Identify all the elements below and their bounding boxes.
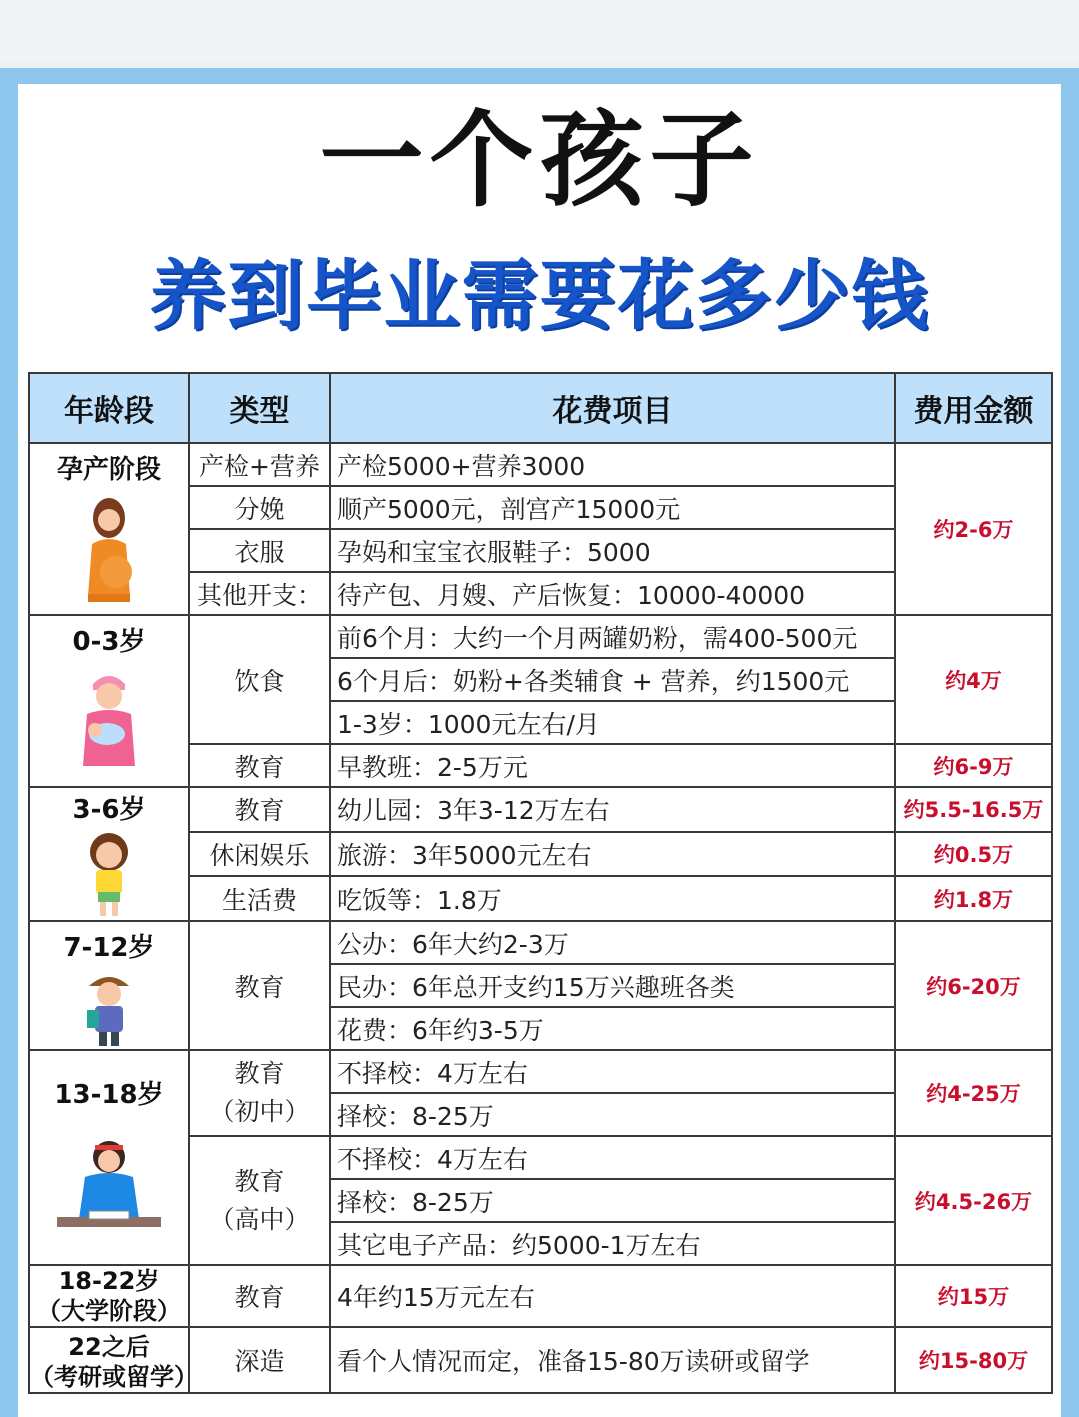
age-cell-22-plus xyxy=(29,1327,198,1393)
type-cell-senior xyxy=(189,1136,330,1265)
age-label: 孕产阶段 xyxy=(56,455,161,485)
type-cell: 分娩 xyxy=(189,486,330,529)
type-sublabel: （初中） xyxy=(209,1097,310,1126)
type-cell: 休闲娱乐 xyxy=(189,832,330,877)
age-label: 3-6岁 xyxy=(72,795,146,825)
item-cell: 早教班：2-5万元 xyxy=(330,744,895,787)
type-cell: 深造 xyxy=(189,1327,330,1393)
type-cell: 教育 xyxy=(189,744,330,787)
type-cell: 生活费 xyxy=(189,876,330,921)
cost-table xyxy=(28,372,1053,1394)
item-cell: 顺产5000元，剖宫产15000元 xyxy=(330,486,895,529)
type-label: 教育 xyxy=(234,1166,285,1196)
item-cell: 择校：8-25万 xyxy=(330,1179,895,1222)
item-cell: 幼儿园：3年3-12万左右 xyxy=(330,787,895,832)
fee-cell: 约15万 xyxy=(895,1265,1052,1327)
little-girl-icon xyxy=(74,830,144,920)
item-cell: 花费：6年约3-5万 xyxy=(330,1007,895,1050)
age-cell-pregnancy xyxy=(29,443,189,615)
pregnant-woman-icon xyxy=(74,496,144,606)
item-cell: 4年约15万元左右 xyxy=(330,1265,895,1327)
header-item: 花费项目 xyxy=(330,373,895,443)
item-cell: 不择校：4万左右 xyxy=(330,1050,895,1093)
fee-cell: 约6-9万 xyxy=(895,744,1052,787)
item-cell: 前6个月：大约一个月两罐奶粉，需400-500元 xyxy=(330,615,895,658)
fee-cell: 约15-80万 xyxy=(895,1327,1052,1393)
schoolboy-icon xyxy=(79,968,139,1048)
type-cell: 其他开支： xyxy=(189,572,330,615)
fee-cell: 约6-20万 xyxy=(895,921,1052,1050)
item-cell: 看个人情况而定，准备15-80万读研或留学 xyxy=(330,1327,895,1393)
title-line-1: 一个孩子 xyxy=(319,99,760,221)
table-row xyxy=(29,921,1052,964)
title-line-2: 养到毕业需要花多少钱 xyxy=(149,251,930,340)
type-label: 教育 xyxy=(234,1059,285,1088)
type-cell: 教育 xyxy=(189,921,330,1050)
item-cell: 不择校：4万左右 xyxy=(330,1136,895,1179)
type-cell: 衣服 xyxy=(189,529,330,572)
fee-cell: 约2-6万 xyxy=(895,443,1052,615)
age-label: 22之后 xyxy=(68,1333,150,1361)
type-cell: 产检+营养 xyxy=(189,443,330,486)
student-desk-icon xyxy=(49,1137,169,1237)
item-cell: 6个月后：奶粉+各类辅食 + 营养，约1500元 xyxy=(330,658,895,701)
mother-baby-icon xyxy=(69,668,149,768)
type-cell: 教育 xyxy=(189,1265,330,1327)
item-cell: 择校：8-25万 xyxy=(330,1093,895,1136)
age-sublabel: （考研或留学） xyxy=(30,1363,198,1391)
age-label: 7-12岁 xyxy=(63,933,155,963)
table-row xyxy=(29,443,1052,486)
age-cell-13-18 xyxy=(29,1050,189,1265)
age-cell-18-22 xyxy=(29,1265,189,1327)
type-cell-junior xyxy=(189,1050,330,1136)
fee-cell: 约0.5万 xyxy=(895,832,1052,877)
item-cell: 旅游：3年5000元左右 xyxy=(330,832,895,877)
type-cell: 教育 xyxy=(189,787,330,832)
fee-cell: 约4.5-26万 xyxy=(895,1136,1052,1265)
item-cell: 民办：6年总开支约15万兴趣班各类 xyxy=(330,964,895,1007)
table-row xyxy=(29,615,1052,658)
top-bar xyxy=(0,0,1079,62)
fee-cell: 约5.5-16.5万 xyxy=(895,787,1052,832)
item-cell: 吃饭等：1.8万 xyxy=(330,876,895,921)
fee-cell: 约1.8万 xyxy=(895,876,1052,921)
header-fee: 费用金额 xyxy=(895,373,1052,443)
type-cell: 饮食 xyxy=(189,615,330,744)
age-label: 13-18岁 xyxy=(54,1079,164,1110)
age-cell-3-6 xyxy=(29,787,189,921)
table-row xyxy=(29,1327,1052,1393)
item-cell: 待产包、月嫂、产后恢复：10000-40000 xyxy=(330,572,895,615)
header-row xyxy=(29,373,1052,443)
header-age: 年龄段 xyxy=(29,373,189,443)
item-cell: 1-3岁：1000元左右/月 xyxy=(330,701,895,744)
item-cell: 产检5000+营养3000 xyxy=(330,443,895,486)
item-cell: 孕妈和宝宝衣服鞋子：5000 xyxy=(330,529,895,572)
age-cell-7-12 xyxy=(29,921,189,1050)
table-row xyxy=(29,1050,1052,1093)
item-cell: 公办：6年大约2-3万 xyxy=(330,921,895,964)
header-type: 类型 xyxy=(189,373,330,443)
fee-cell: 约4万 xyxy=(895,615,1052,744)
fee-cell: 约4-25万 xyxy=(895,1050,1052,1136)
table-row xyxy=(29,1265,1052,1327)
age-sublabel: （大学阶段） xyxy=(37,1297,181,1325)
age-cell-0-3 xyxy=(29,615,189,787)
age-label: 18-22岁 xyxy=(58,1267,160,1295)
item-cell: 其它电子产品：约5000-1万左右 xyxy=(330,1222,895,1265)
age-label: 0-3岁 xyxy=(72,627,146,657)
table-row xyxy=(29,787,1052,832)
type-sublabel: （高中） xyxy=(209,1204,310,1234)
